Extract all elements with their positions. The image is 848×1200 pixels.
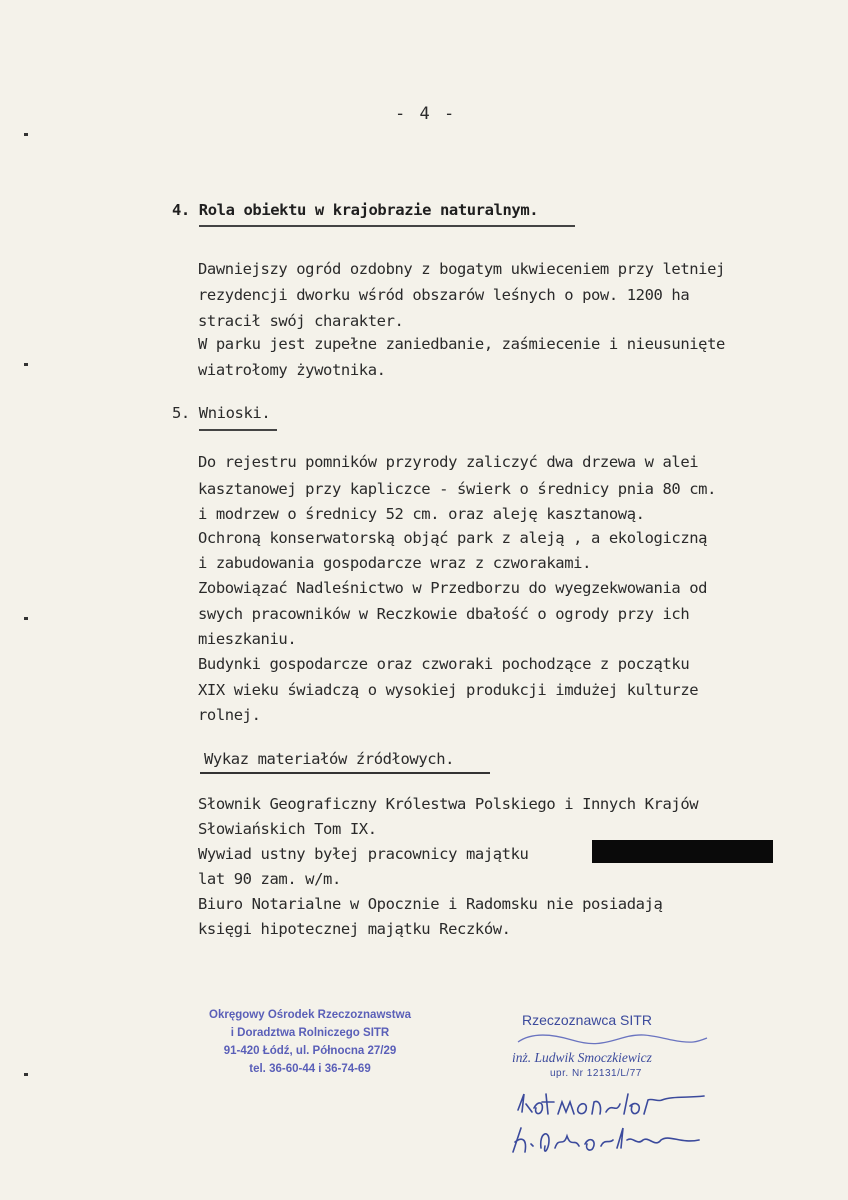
margin-mark xyxy=(24,133,28,136)
handwritten-signature-1 xyxy=(512,1088,712,1120)
stamp-line: tel. 36-60-44 i 36-74-69 xyxy=(249,1063,371,1075)
section-4-line: Dawniejszy ogród ozdobny z bogatym ukwieceniem przy letniej xyxy=(198,260,725,278)
section-5-line: Ochroną konserwatorską objąć park z aleją , a ekologiczną xyxy=(198,529,708,547)
institution-stamp xyxy=(205,1006,415,1078)
margin-mark xyxy=(24,617,28,620)
section-5-line: swych pracowników w Reczkowie dbałość o ogrody przy ich xyxy=(198,605,690,623)
margin-mark xyxy=(24,363,28,366)
section-4-line: stracił swój charakter. xyxy=(198,312,404,330)
section-4-heading: 4. Rola obiektu w krajobrazie naturalnym. xyxy=(172,201,539,219)
section-4-line: rezydencji dworku wśród obszarów leśnych o pow. 1200 ha xyxy=(198,286,690,304)
section-5-line: Budynki gospodarcze oraz czworaki pochodzące z początku xyxy=(198,655,690,673)
margin-mark xyxy=(24,1073,28,1076)
section-5-line: i modrzew o średnicy 52 cm. oraz aleję kasztanową. xyxy=(198,505,645,523)
sources-line: lat 90 zam. w/m. xyxy=(198,870,341,888)
sources-line: księgi hipotecznej majątku Reczków. xyxy=(198,920,511,938)
stamp-line: i Doradztwa Rolniczego SITR xyxy=(230,1027,390,1039)
section-5-heading: 5. Wnioski. xyxy=(172,404,271,422)
expert-name: inż. Ludwik Smoczkiewicz xyxy=(512,1050,652,1065)
section-4-heading-rule xyxy=(199,225,575,227)
signature-scribble-top xyxy=(512,1030,712,1050)
sources-heading-underline xyxy=(200,772,490,774)
section-5-line: Do rejestru pomników przyrody zaliczyć dwa drzewa w alei xyxy=(198,453,699,471)
expert-title: Rzeczoznawca SITR xyxy=(522,1012,652,1028)
section-5-line: XIX wieku świadczą o wysokiej produkcji imdużej kulturze xyxy=(198,681,699,699)
section-5-line: Zobowiązać Nadleśnictwo w Przedborzu do wyegzekwowania od xyxy=(198,579,708,597)
stamp-line: Okręgowy Ośrodek Rzeczoznawstwa xyxy=(209,1009,411,1021)
sources-line: Wywiad ustny byłej pracownicy majątku xyxy=(198,845,529,863)
handwritten-signature-2 xyxy=(505,1122,705,1158)
section-5-line: i zabudowania gospodarcze wraz z czworakami. xyxy=(198,554,591,572)
section-5-line: kasztanowej przy kapliczce - świerk o średnicy pnia 80 cm. xyxy=(198,480,717,498)
section-5-heading-rule xyxy=(199,429,277,431)
section-5-line: rolnej. xyxy=(198,706,261,724)
section-5-line: mieszkaniu. xyxy=(198,630,297,648)
page-number: - 4 - xyxy=(395,104,457,124)
sources-line: Słowiańskich Tom IX. xyxy=(198,820,377,838)
sources-heading: Wykaz materiałów źródłowych. xyxy=(204,750,455,768)
sources-line: Biuro Notarialne w Opocznie i Radomsku nie posiadają xyxy=(198,895,663,913)
redaction-bar xyxy=(592,840,773,863)
sources-line: Słownik Geograficzny Królestwa Polskiego i Innych Krajów xyxy=(198,795,699,813)
section-4-line: wiatrołomy żywotnika. xyxy=(198,361,386,379)
section-4-line: W parku jest zupełne zaniedbanie, zaśmiecenie i nieusunięte xyxy=(198,335,725,353)
expert-permit-number: upr. Nr 12131/L/77 xyxy=(550,1068,642,1079)
stamp-line: 91-420 Łódź, ul. Północna 27/29 xyxy=(223,1045,397,1057)
